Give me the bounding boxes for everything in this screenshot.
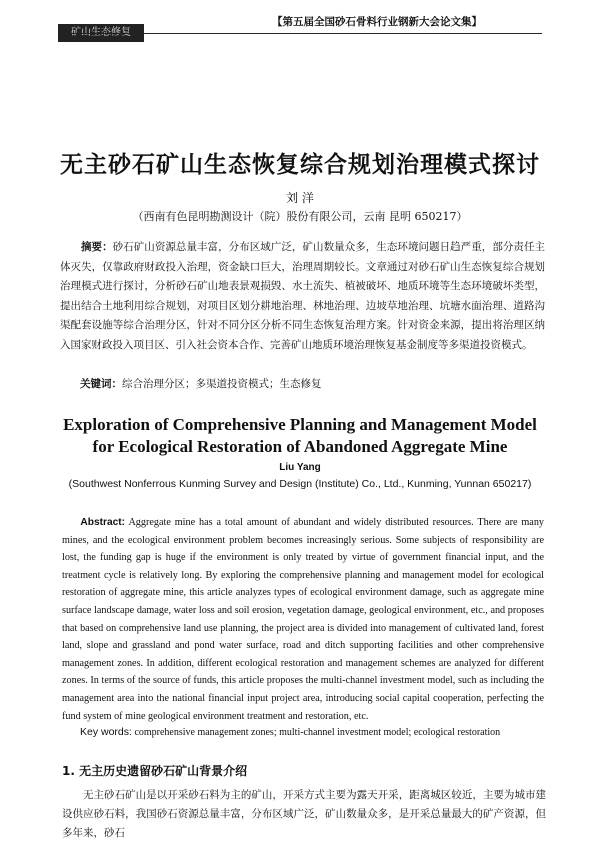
column-tab: 矿山生态修复: [58, 24, 144, 42]
section-body-text: 无主砂石矿山是以开采砂石料为主的矿山，开采方式主要为露天开采，距离城区较近，主要为城市建设供应砂石料，我国砂石资源总量丰富，分布区域广泛，矿山数量众多，是开采总量最大的矿产资源，但多年来，砂石: [62, 789, 546, 839]
english-keywords-label: Key words:: [80, 726, 132, 738]
english-author: Liu Yang: [279, 462, 321, 473]
chinese-keywords-label: 关键词：: [80, 378, 122, 390]
chinese-abstract: [60, 238, 545, 355]
english-abstract-label: Abstract:: [80, 517, 126, 528]
chinese-abstract-text: 砂石矿山资源总量丰富，分布区域广泛，矿山数量众多，生态环境问题日趋严重，部分责任主体灭失，仅靠政府财政投入治理，资金缺口巨大，治理周期较长。文章通过对砂石矿山生态恢复综合规划治理模式进行探讨，分析砂石矿山地表景观损毁、水土流失、植被破坏、地质环境等生态环境破坏类型，提出结合土地利用综合规划，对项目区划分耕地治理、林地治理、边坡草地治理、坑塘水面治理、道路沟渠配套设施等综合治理分区，针对不同分区分析不同生态恢复治理方案。针对资金来源，提出将治理区纳入国家财政投入项目区、引入社会资本合作、完善矿山地质环境治理恢复基金制度等多渠道投资模式。: [60, 241, 545, 351]
english-title: Exploration of Comprehensive Planning and Management Model for Ecological Restoration of Abandoned Aggregate Mine: [63, 415, 537, 456]
english-abstract: [62, 514, 544, 725]
chinese-title: 无主砂石矿山生态恢复综合规划治理模式探讨: [60, 152, 540, 178]
chinese-keywords-text: 综合治理分区；多渠道投资模式；生态修复: [122, 378, 322, 390]
chinese-abstract-label: 摘要：: [81, 241, 113, 253]
english-keywords: [80, 726, 500, 738]
english-affiliation: (Southwest Nonferrous Kunming Survey and Design (Institute) Co., Ltd., Kunming, Yunnan 650217): [68, 478, 532, 490]
chinese-affiliation: （西南有色昆明勘测设计（院）股份有限公司，云南 昆明 650217）: [132, 210, 468, 223]
section-heading: 1. 无主历史遗留砂石矿山背景介绍: [62, 764, 248, 778]
chinese-keywords: [80, 376, 322, 391]
english-keywords-text: comprehensive management zones; multi-channel investment model; ecological restoration: [134, 727, 501, 738]
english-abstract-text: Aggregate mine has a total amount of abundant and widely distributed resources. There are many mines, and the ecological environment problem becomes increasingly serious. Some subjects of responsibility are lost, the funding gap is huge if the environment is only treated by virtue of government financial input, and the treatment cycle is relatively long. By exploring the comprehensive planning and management model for ecological restoration of aggregate mine, this article analyzes types of ecological environment damage, such as aggregate mine surface landscape damage, water loss and soil erosion, vegetation damage, geological environment, etc., and proposes that based on comprehensive land use planning, the project area is divided into management of cultivated land, forest land, slope and grassland and pond water surface, road and ditch supporting facilities and other comprehensive management zones. In addition, different ecological restoration and management schemes are analyzed for different zones. In terms of the source of funds, this article proposes the multi-channel investment model, such as including the management area into the national financial input project area, introducing social capital cooperation, perfecting the fund system of mine geological environment treatment and restoration, etc.: [62, 517, 545, 722]
chinese-author: 刘 洋: [286, 191, 314, 205]
header-rule: [58, 33, 542, 34]
conference-header: 【第五届全国砂石骨料行业钢新大会论文集】: [272, 16, 482, 28]
